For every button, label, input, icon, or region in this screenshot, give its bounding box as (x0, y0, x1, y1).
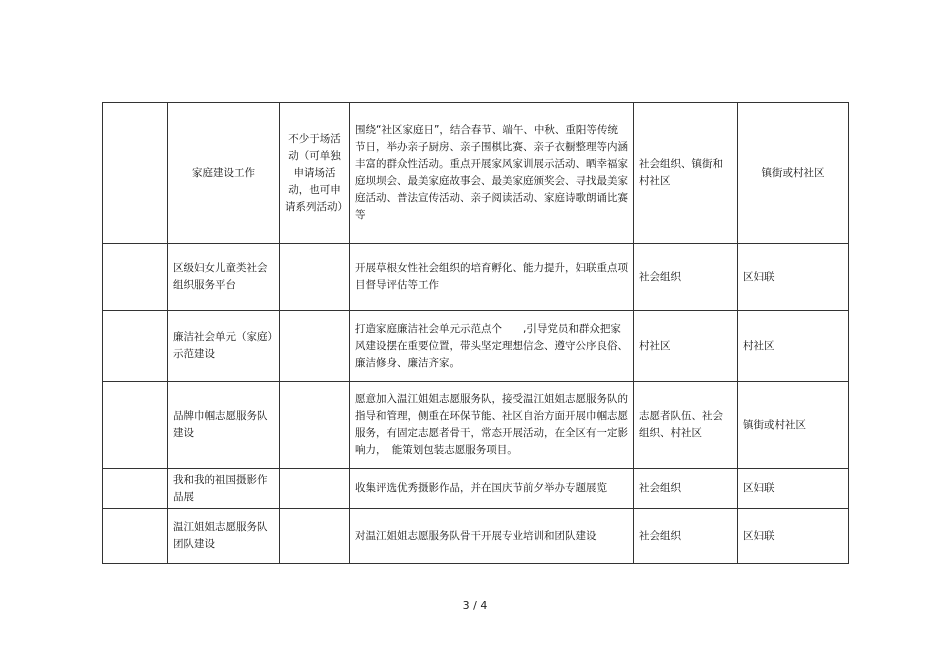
project-name-cell: 区级妇女儿童类社会组织服务平台 (168, 244, 280, 311)
row-index-cell (103, 382, 168, 469)
organizer-cell: 村社区 (738, 311, 849, 382)
table-row (103, 509, 849, 564)
table-row (103, 103, 849, 244)
row-index-cell (103, 469, 168, 509)
frequency-cell: 不少于场活动（可单独申请场活动，也可申请系列活动） (280, 103, 350, 244)
project-name-cell: 家庭建设工作 (168, 103, 280, 244)
implementer-cell: 村社区 (634, 311, 738, 382)
project-table (102, 102, 849, 564)
project-name-cell: 品牌巾帼志愿服务队建设 (168, 382, 280, 469)
project-name-cell: 我和我的祖国摄影作品展 (168, 469, 280, 509)
row-index-cell (103, 311, 168, 382)
table-row (103, 382, 849, 469)
project-name-cell: 温江姐姐志愿服务队团队建设 (168, 509, 280, 564)
table-row (103, 311, 849, 382)
content-cell: 围绕“社区家庭日”，结合春节、端午、中秋、重阳等传统节日，举办亲子厨房、亲子围棋比赛、亲子衣橱整理等内涵丰富的群众性活动。重点开展家风家训展示活动、晒幸福家庭坝坝会、最美家庭故事会、最美家庭颁奖会、寻找最美家庭活动、普法宣传活动、亲子阅读活动、家庭诗歌朗诵比赛等 (350, 103, 634, 244)
implementer-cell: 志愿者队伍、社会组织、村社区 (634, 382, 738, 469)
frequency-cell (280, 382, 350, 469)
frequency-cell (280, 469, 350, 509)
row-index-cell (103, 244, 168, 311)
content-cell: 开展草根女性社会组织的培育孵化、能力提升，妇联重点项目督导评估等工作 (350, 244, 634, 311)
implementer-cell: 社会组织 (634, 244, 738, 311)
content-cell: 打造家庭廉洁社会单元示范点个 ,引导党员和群众把家风建设摆在重要位置，带头坚定理想信念、遵守公序良俗、廉洁修身、廉洁齐家。 (350, 311, 634, 382)
table-row (103, 244, 849, 311)
frequency-cell (280, 509, 350, 564)
implementer-cell: 社会组织 (634, 509, 738, 564)
organizer-cell: 区妇联 (738, 509, 849, 564)
frequency-cell (280, 244, 350, 311)
page-number: 3 / 4 (462, 599, 488, 612)
row-index-cell (103, 103, 168, 244)
implementer-cell: 社会组织、镇街和村社区 (634, 103, 738, 244)
content-cell: 对温江姐姐志愿服务队骨干开展专业培训和团队建设 (350, 509, 634, 564)
content-cell: 收集评选优秀摄影作品，并在国庆节前夕举办专题展览 (350, 469, 634, 509)
organizer-cell: 镇街或村社区 (738, 382, 849, 469)
content-cell: 愿意加入温江姐姐志愿服务队，接受温江姐姐志愿服务队的指导和管理，侧重在环保节能、社区自治方面开展巾帼志愿服务，有固定志愿者骨干，常态开展活动，在全区有一定影响力， 能策划包装志愿服务项目。 (350, 382, 634, 469)
project-name-cell: 廉洁社会单元（家庭）示范建设 (168, 311, 280, 382)
frequency-cell (280, 311, 350, 382)
organizer-cell: 区妇联 (738, 469, 849, 509)
table-row (103, 469, 849, 509)
row-index-cell (103, 509, 168, 564)
organizer-cell: 区妇联 (738, 244, 849, 311)
implementer-cell: 社会组织 (634, 469, 738, 509)
organizer-cell: 镇街或村社区 (738, 103, 849, 244)
